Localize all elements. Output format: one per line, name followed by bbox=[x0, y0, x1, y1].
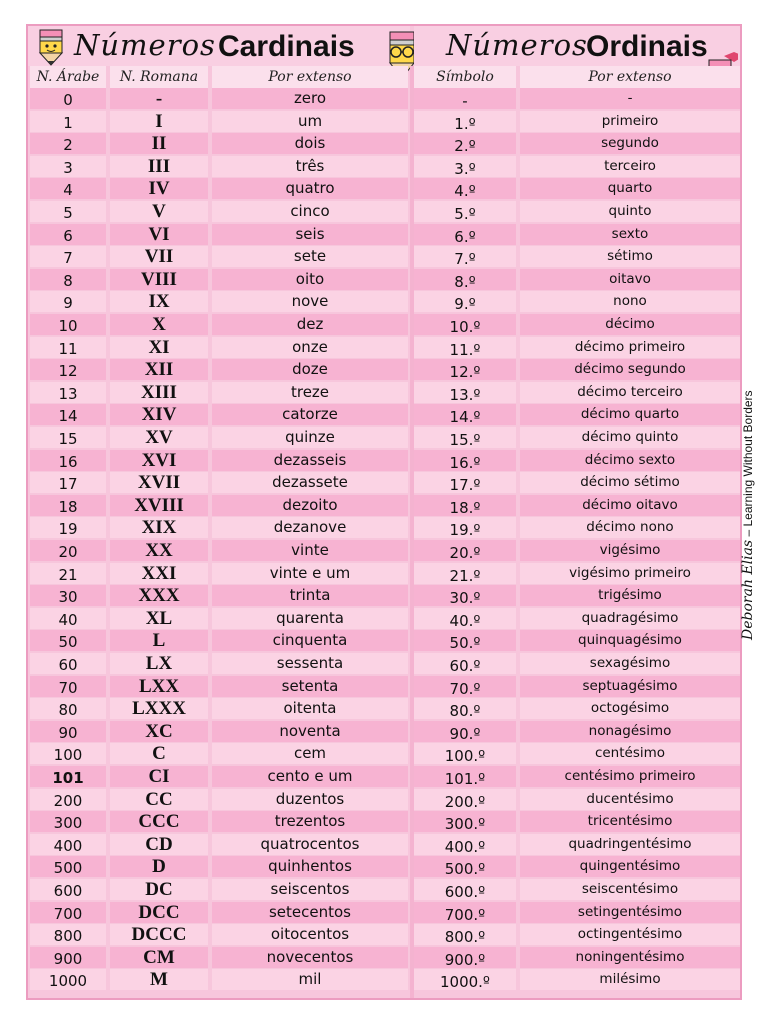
cell-simbolo: 600.º bbox=[414, 879, 516, 900]
table-row bbox=[28, 156, 740, 178]
cell-romana: DC bbox=[110, 879, 208, 900]
cell-arabe: 30 bbox=[30, 585, 106, 606]
cell-romana: LXXX bbox=[110, 698, 208, 719]
table-row bbox=[28, 630, 740, 652]
cell-cardinal: nove bbox=[212, 291, 408, 312]
cell-simbolo: 70.º bbox=[414, 676, 516, 697]
cell-simbolo: 100.º bbox=[414, 743, 516, 764]
cell-ordinal: nono bbox=[520, 291, 740, 312]
cell-arabe: 40 bbox=[30, 608, 106, 629]
cell-simbolo: 10.º bbox=[414, 314, 516, 335]
cell-ordinal: trigésimo bbox=[520, 585, 740, 606]
cell-arabe: 0 bbox=[30, 88, 106, 109]
cell-cardinal: dezoito bbox=[212, 495, 408, 516]
table-row bbox=[28, 969, 740, 991]
table-row bbox=[28, 743, 740, 765]
cell-ordinal: segundo bbox=[520, 133, 740, 154]
cell-arabe: 300 bbox=[30, 811, 106, 832]
cell-cardinal: dez bbox=[212, 314, 408, 335]
cell-romana: X bbox=[110, 314, 208, 335]
cell-simbolo: 900.º bbox=[414, 947, 516, 968]
cell-arabe: 11 bbox=[30, 337, 106, 358]
cell-romana: V bbox=[110, 201, 208, 222]
signature-author: Deborah Elias bbox=[740, 539, 756, 640]
table-row bbox=[28, 676, 740, 698]
table-row bbox=[28, 698, 740, 720]
cell-cardinal: doze bbox=[212, 359, 408, 380]
cell-ordinal: décimo segundo bbox=[520, 359, 740, 380]
cell-simbolo: 300.º bbox=[414, 811, 516, 832]
cell-cardinal: dezassete bbox=[212, 472, 408, 493]
cell-romana: IX bbox=[110, 291, 208, 312]
cell-cardinal: setenta bbox=[212, 676, 408, 697]
cell-arabe: 600 bbox=[30, 879, 106, 900]
cell-simbolo: 20.º bbox=[414, 540, 516, 561]
cell-cardinal: cento e um bbox=[212, 766, 408, 787]
cell-ordinal: sexto bbox=[520, 224, 740, 245]
pencil-mascot-icon bbox=[34, 28, 68, 66]
cell-simbolo: 21.º bbox=[414, 563, 516, 584]
cell-arabe: 19 bbox=[30, 517, 106, 538]
cell-arabe: 50 bbox=[30, 630, 106, 651]
cell-simbolo: 40.º bbox=[414, 608, 516, 629]
cell-cardinal: dois bbox=[212, 133, 408, 154]
cell-arabe: 60 bbox=[30, 653, 106, 674]
cell-cardinal: seiscentos bbox=[212, 879, 408, 900]
cell-romana: CCC bbox=[110, 811, 208, 832]
cell-arabe: 4 bbox=[30, 178, 106, 199]
cell-ordinal: quadringentésimo bbox=[520, 834, 740, 855]
cell-simbolo: 2.º bbox=[414, 133, 516, 154]
cell-simbolo: 200.º bbox=[414, 789, 516, 810]
header-ordinais-bold: Ordinais bbox=[586, 30, 708, 63]
table-row bbox=[28, 947, 740, 969]
cell-ordinal: octingentésimo bbox=[520, 924, 740, 945]
cell-simbolo: 800.º bbox=[414, 924, 516, 945]
cell-arabe: 12 bbox=[30, 359, 106, 380]
table-row bbox=[28, 178, 740, 200]
signature bbox=[740, 360, 760, 640]
cell-romana: XVII bbox=[110, 472, 208, 493]
table-row bbox=[28, 450, 740, 472]
table-row bbox=[28, 291, 740, 313]
cell-cardinal: seis bbox=[212, 224, 408, 245]
cell-romana: XC bbox=[110, 721, 208, 742]
cell-cardinal: cinquenta bbox=[212, 630, 408, 651]
cell-simbolo: 101.º bbox=[414, 766, 516, 787]
table-row bbox=[28, 495, 740, 517]
cell-cardinal: vinte e um bbox=[212, 563, 408, 584]
cell-romana: XV bbox=[110, 427, 208, 448]
cell-arabe: 3 bbox=[30, 156, 106, 177]
cell-romana: XVIII bbox=[110, 495, 208, 516]
cell-romana: XIX bbox=[110, 517, 208, 538]
cell-arabe: 400 bbox=[30, 834, 106, 855]
cell-romana: D bbox=[110, 856, 208, 877]
cell-romana: DCCC bbox=[110, 924, 208, 945]
cell-simbolo: 7.º bbox=[414, 246, 516, 267]
cell-cardinal: noventa bbox=[212, 721, 408, 742]
cell-arabe: 14 bbox=[30, 404, 106, 425]
cell-cardinal: zero bbox=[212, 88, 408, 109]
cell-ordinal: primeiro bbox=[520, 111, 740, 132]
cell-romana: III bbox=[110, 156, 208, 177]
cell-romana: M bbox=[110, 969, 208, 990]
cell-cardinal: quinhentos bbox=[212, 856, 408, 877]
cell-arabe: 700 bbox=[30, 902, 106, 923]
colhead-extenso-ordinal: Por extenso bbox=[520, 66, 740, 88]
cell-cardinal: sete bbox=[212, 246, 408, 267]
cell-ordinal: décimo oitavo bbox=[520, 495, 740, 516]
cell-ordinal: décimo sexto bbox=[520, 450, 740, 471]
cell-ordinal: quingentésimo bbox=[520, 856, 740, 877]
cell-ordinal: sétimo bbox=[520, 246, 740, 267]
cell-ordinal: centésimo primeiro bbox=[520, 766, 740, 787]
table-row bbox=[28, 472, 740, 494]
cell-ordinal: terceiro bbox=[520, 156, 740, 177]
cell-romana: CD bbox=[110, 834, 208, 855]
cell-ordinal: setingentésimo bbox=[520, 902, 740, 923]
table-row bbox=[28, 427, 740, 449]
table-row bbox=[28, 789, 740, 811]
colhead-simbolo: Símbolo bbox=[414, 66, 516, 88]
numbers-sheet bbox=[26, 24, 742, 1000]
cell-arabe: 100 bbox=[30, 743, 106, 764]
cell-cardinal: mil bbox=[212, 969, 408, 990]
cell-simbolo: 8.º bbox=[414, 269, 516, 290]
cell-ordinal: vigésimo primeiro bbox=[520, 563, 740, 584]
cell-arabe: 1 bbox=[30, 111, 106, 132]
cell-romana: XI bbox=[110, 337, 208, 358]
cell-ordinal: quarto bbox=[520, 178, 740, 199]
cell-arabe: 15 bbox=[30, 427, 106, 448]
cell-cardinal: quatrocentos bbox=[212, 834, 408, 855]
cell-ordinal: nonagésimo bbox=[520, 721, 740, 742]
cell-romana: C bbox=[110, 743, 208, 764]
cell-cardinal: treze bbox=[212, 382, 408, 403]
cell-simbolo: 4.º bbox=[414, 178, 516, 199]
table-row bbox=[28, 721, 740, 743]
header-cardinais bbox=[28, 26, 410, 66]
cell-simbolo: 9.º bbox=[414, 291, 516, 312]
cell-romana: XXI bbox=[110, 563, 208, 584]
cell-ordinal: décimo quarto bbox=[520, 404, 740, 425]
cell-simbolo: 50.º bbox=[414, 630, 516, 651]
table-row bbox=[28, 337, 740, 359]
cell-romana: XIV bbox=[110, 404, 208, 425]
cell-romana: CI bbox=[110, 766, 208, 787]
cell-ordinal: décimo nono bbox=[520, 517, 740, 538]
cell-cardinal: cinco bbox=[212, 201, 408, 222]
table-row bbox=[28, 924, 740, 946]
cell-arabe: 17 bbox=[30, 472, 106, 493]
cell-cardinal: quatro bbox=[212, 178, 408, 199]
cell-arabe: 90 bbox=[30, 721, 106, 742]
cell-ordinal: sexagésimo bbox=[520, 653, 740, 674]
cell-arabe: 80 bbox=[30, 698, 106, 719]
cell-simbolo: 1000.º bbox=[414, 969, 516, 990]
cell-ordinal: décimo terceiro bbox=[520, 382, 740, 403]
cell-romana: CM bbox=[110, 947, 208, 968]
cell-cardinal: vinte bbox=[212, 540, 408, 561]
cell-simbolo: 13.º bbox=[414, 382, 516, 403]
cell-cardinal: três bbox=[212, 156, 408, 177]
cell-arabe: 16 bbox=[30, 450, 106, 471]
cell-simbolo: - bbox=[414, 88, 516, 109]
cell-arabe: 8 bbox=[30, 269, 106, 290]
cell-arabe: 10 bbox=[30, 314, 106, 335]
cell-cardinal: dezanove bbox=[212, 517, 408, 538]
cell-simbolo: 500.º bbox=[414, 856, 516, 877]
cell-cardinal: onze bbox=[212, 337, 408, 358]
table-row bbox=[28, 133, 740, 155]
cell-simbolo: 17.º bbox=[414, 472, 516, 493]
cell-simbolo: 700.º bbox=[414, 902, 516, 923]
cell-cardinal: catorze bbox=[212, 404, 408, 425]
cell-simbolo: 1.º bbox=[414, 111, 516, 132]
cell-cardinal: novecentos bbox=[212, 947, 408, 968]
cell-arabe: 13 bbox=[30, 382, 106, 403]
cell-cardinal: trezentos bbox=[212, 811, 408, 832]
cell-cardinal: sessenta bbox=[212, 653, 408, 674]
cell-romana: VII bbox=[110, 246, 208, 267]
colhead-romana: N. Romana bbox=[110, 66, 208, 88]
table-row bbox=[28, 879, 740, 901]
cell-cardinal: cem bbox=[212, 743, 408, 764]
table-row bbox=[28, 404, 740, 426]
table-row bbox=[28, 563, 740, 585]
cell-cardinal: quinze bbox=[212, 427, 408, 448]
cell-simbolo: 18.º bbox=[414, 495, 516, 516]
cell-romana: VI bbox=[110, 224, 208, 245]
table-row bbox=[28, 585, 740, 607]
cell-arabe: 9 bbox=[30, 291, 106, 312]
cell-ordinal: oitavo bbox=[520, 269, 740, 290]
table-row bbox=[28, 766, 740, 788]
cell-ordinal: centésimo bbox=[520, 743, 740, 764]
header-ordinais-script: Números bbox=[446, 28, 588, 62]
cell-arabe: 20 bbox=[30, 540, 106, 561]
cell-simbolo: 60.º bbox=[414, 653, 516, 674]
cell-ordinal: quinto bbox=[520, 201, 740, 222]
cell-romana: XVI bbox=[110, 450, 208, 471]
cell-ordinal: octogésimo bbox=[520, 698, 740, 719]
cell-cardinal: oitenta bbox=[212, 698, 408, 719]
cell-ordinal: vigésimo bbox=[520, 540, 740, 561]
cell-simbolo: 400.º bbox=[414, 834, 516, 855]
header-ordinais bbox=[414, 26, 740, 66]
cell-ordinal: quadragésimo bbox=[520, 608, 740, 629]
cell-arabe: 1000 bbox=[30, 969, 106, 990]
colhead-extenso-cardinal: Por extenso bbox=[212, 66, 408, 88]
cell-romana: L bbox=[110, 630, 208, 651]
cell-arabe: 18 bbox=[30, 495, 106, 516]
cell-arabe: 5 bbox=[30, 201, 106, 222]
cell-simbolo: 16.º bbox=[414, 450, 516, 471]
cell-romana: IV bbox=[110, 178, 208, 199]
cell-arabe: 6 bbox=[30, 224, 106, 245]
cell-cardinal: quarenta bbox=[212, 608, 408, 629]
cell-simbolo: 30.º bbox=[414, 585, 516, 606]
cell-simbolo: 12.º bbox=[414, 359, 516, 380]
table-row bbox=[28, 653, 740, 675]
cell-arabe: 900 bbox=[30, 947, 106, 968]
table-row bbox=[28, 608, 740, 630]
header-cardinais-script: Números bbox=[74, 28, 216, 62]
cell-ordinal: septuagésimo bbox=[520, 676, 740, 697]
cell-arabe: 70 bbox=[30, 676, 106, 697]
cell-cardinal: oitocentos bbox=[212, 924, 408, 945]
colhead-arabe: N. Árabe bbox=[30, 66, 106, 88]
cell-cardinal: oito bbox=[212, 269, 408, 290]
cell-romana: - bbox=[110, 88, 208, 109]
cell-romana: XII bbox=[110, 359, 208, 380]
cell-romana: CC bbox=[110, 789, 208, 810]
cell-arabe: 800 bbox=[30, 924, 106, 945]
cell-ordinal: ducentésimo bbox=[520, 789, 740, 810]
cell-romana: LX bbox=[110, 653, 208, 674]
cell-simbolo: 19.º bbox=[414, 517, 516, 538]
cell-ordinal: noningentésimo bbox=[520, 947, 740, 968]
cell-romana: XIII bbox=[110, 382, 208, 403]
table-row bbox=[28, 224, 740, 246]
cell-romana: XXX bbox=[110, 585, 208, 606]
cell-romana: VIII bbox=[110, 269, 208, 290]
cell-cardinal: trinta bbox=[212, 585, 408, 606]
cell-arabe: 2 bbox=[30, 133, 106, 154]
table-row bbox=[28, 111, 740, 133]
table-row bbox=[28, 269, 740, 291]
table-row bbox=[28, 359, 740, 381]
cell-arabe: 101 bbox=[30, 766, 106, 787]
cell-simbolo: 14.º bbox=[414, 404, 516, 425]
cell-ordinal: décimo primeiro bbox=[520, 337, 740, 358]
cell-arabe: 200 bbox=[30, 789, 106, 810]
cell-cardinal: setecentos bbox=[212, 902, 408, 923]
cell-romana: XL bbox=[110, 608, 208, 629]
cell-arabe: 21 bbox=[30, 563, 106, 584]
signature-credit: – Learning Without Borders bbox=[741, 390, 755, 540]
cell-simbolo: 3.º bbox=[414, 156, 516, 177]
table-row bbox=[28, 88, 740, 110]
cell-ordinal: décimo bbox=[520, 314, 740, 335]
cell-cardinal: dezasseis bbox=[212, 450, 408, 471]
table-row bbox=[28, 540, 740, 562]
cell-simbolo: 11.º bbox=[414, 337, 516, 358]
table-row bbox=[28, 834, 740, 856]
cell-romana: DCC bbox=[110, 902, 208, 923]
cell-simbolo: 90.º bbox=[414, 721, 516, 742]
cell-ordinal: milésimo bbox=[520, 969, 740, 990]
cell-cardinal: duzentos bbox=[212, 789, 408, 810]
header-cardinais-bold: Cardinais bbox=[218, 30, 355, 63]
cell-arabe: 7 bbox=[30, 246, 106, 267]
cell-cardinal: um bbox=[212, 111, 408, 132]
table-row bbox=[28, 246, 740, 268]
table-row bbox=[28, 201, 740, 223]
cell-ordinal: décimo sétimo bbox=[520, 472, 740, 493]
cell-simbolo: 15.º bbox=[414, 427, 516, 448]
cell-romana: II bbox=[110, 133, 208, 154]
cell-ordinal: tricentésimo bbox=[520, 811, 740, 832]
cell-arabe: 500 bbox=[30, 856, 106, 877]
cell-simbolo: 80.º bbox=[414, 698, 516, 719]
table-row bbox=[28, 856, 740, 878]
cell-romana: XX bbox=[110, 540, 208, 561]
table-row bbox=[28, 902, 740, 924]
table-row bbox=[28, 314, 740, 336]
cell-ordinal: quinquagésimo bbox=[520, 630, 740, 651]
cell-ordinal: seiscentésimo bbox=[520, 879, 740, 900]
cell-ordinal: - bbox=[520, 88, 740, 109]
cell-romana: LXX bbox=[110, 676, 208, 697]
table-row bbox=[28, 517, 740, 539]
cell-simbolo: 6.º bbox=[414, 224, 516, 245]
table-row bbox=[28, 382, 740, 404]
cell-romana: I bbox=[110, 111, 208, 132]
cell-simbolo: 5.º bbox=[414, 201, 516, 222]
table-row bbox=[28, 811, 740, 833]
cell-ordinal: décimo quinto bbox=[520, 427, 740, 448]
